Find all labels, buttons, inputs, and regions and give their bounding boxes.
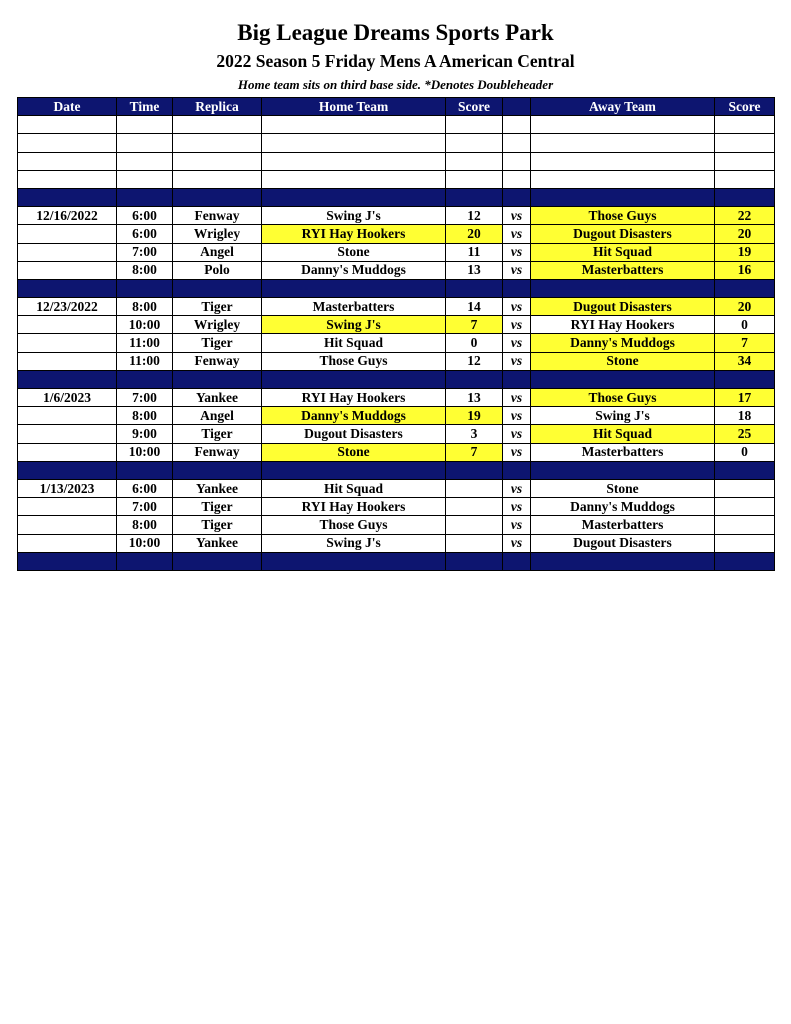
- column-header-time: Time: [117, 98, 173, 116]
- away-score: 7: [715, 334, 775, 352]
- page-title: Big League Dreams Sports Park: [237, 20, 554, 45]
- empty-cell: [173, 370, 262, 388]
- empty-cell: [715, 152, 775, 170]
- week-separator: [18, 552, 775, 570]
- empty-cell: [18, 152, 117, 170]
- blank-row: [18, 152, 775, 170]
- empty-cell: [262, 188, 446, 206]
- game-date: [18, 425, 117, 443]
- empty-cell: [531, 116, 715, 134]
- away-score: [715, 534, 775, 552]
- empty-cell: [173, 552, 262, 570]
- home-score: 0: [446, 334, 503, 352]
- away-score: 16: [715, 261, 775, 279]
- away-team: Masterbatters: [531, 443, 715, 461]
- empty-cell: [503, 552, 531, 570]
- away-score: 22: [715, 207, 775, 225]
- vs-label: vs: [503, 498, 531, 516]
- empty-cell: [18, 116, 117, 134]
- empty-cell: [262, 170, 446, 188]
- empty-cell: [173, 152, 262, 170]
- home-team: RYI Hay Hookers: [262, 389, 446, 407]
- vs-label: vs: [503, 534, 531, 552]
- away-team: Those Guys: [531, 389, 715, 407]
- game-date: [18, 443, 117, 461]
- game-time: 6:00: [117, 479, 173, 497]
- home-score: 13: [446, 389, 503, 407]
- schedule-body: [18, 116, 775, 571]
- page-subtitle: 2022 Season 5 Friday Mens A American Central: [216, 51, 575, 71]
- empty-cell: [503, 170, 531, 188]
- vs-label: vs: [503, 261, 531, 279]
- game-date: [18, 334, 117, 352]
- empty-cell: [18, 552, 117, 570]
- empty-cell: [503, 134, 531, 152]
- table-row: [18, 334, 775, 352]
- empty-cell: [446, 279, 503, 297]
- game-replica: Yankee: [173, 389, 262, 407]
- column-header-replica: Replica: [173, 98, 262, 116]
- away-team: Dugout Disasters: [531, 225, 715, 243]
- game-date: [18, 534, 117, 552]
- away-score: 0: [715, 443, 775, 461]
- away-team: RYI Hay Hookers: [531, 316, 715, 334]
- column-header-home-team: Home Team: [262, 98, 446, 116]
- game-time: 7:00: [117, 243, 173, 261]
- game-time: 7:00: [117, 498, 173, 516]
- empty-cell: [117, 170, 173, 188]
- empty-cell: [173, 461, 262, 479]
- game-time: 9:00: [117, 425, 173, 443]
- empty-cell: [446, 188, 503, 206]
- empty-cell: [173, 134, 262, 152]
- home-score: 12: [446, 207, 503, 225]
- game-time: 10:00: [117, 534, 173, 552]
- empty-cell: [446, 134, 503, 152]
- empty-cell: [446, 116, 503, 134]
- empty-cell: [117, 134, 173, 152]
- column-header-date: Date: [18, 98, 117, 116]
- home-score: 20: [446, 225, 503, 243]
- table-row: [18, 425, 775, 443]
- game-replica: Fenway: [173, 443, 262, 461]
- empty-cell: [262, 134, 446, 152]
- schedule-note: Home team sits on third base side. *Denotes Doubleheader: [237, 77, 554, 92]
- empty-cell: [173, 279, 262, 297]
- empty-cell: [262, 461, 446, 479]
- home-score: [446, 479, 503, 497]
- empty-cell: [262, 370, 446, 388]
- empty-cell: [531, 188, 715, 206]
- game-replica: Wrigley: [173, 225, 262, 243]
- game-replica: Angel: [173, 407, 262, 425]
- empty-cell: [446, 370, 503, 388]
- empty-cell: [18, 188, 117, 206]
- away-score: 25: [715, 425, 775, 443]
- game-time: 8:00: [117, 298, 173, 316]
- table-row: [18, 407, 775, 425]
- game-time: 8:00: [117, 261, 173, 279]
- empty-cell: [446, 552, 503, 570]
- away-score: [715, 498, 775, 516]
- empty-cell: [117, 188, 173, 206]
- home-team: Hit Squad: [262, 479, 446, 497]
- vs-label: vs: [503, 316, 531, 334]
- home-team: Hit Squad: [262, 334, 446, 352]
- home-score: [446, 516, 503, 534]
- game-date: 1/6/2023: [18, 389, 117, 407]
- game-date: 1/13/2023: [18, 479, 117, 497]
- game-date: [18, 261, 117, 279]
- table-row: [18, 516, 775, 534]
- game-date: [18, 316, 117, 334]
- vs-label: vs: [503, 207, 531, 225]
- game-time: 6:00: [117, 225, 173, 243]
- game-replica: Wrigley: [173, 316, 262, 334]
- away-team: Dugout Disasters: [531, 298, 715, 316]
- game-replica: Tiger: [173, 425, 262, 443]
- vs-label: vs: [503, 407, 531, 425]
- home-team: Swing J's: [262, 534, 446, 552]
- home-team: Swing J's: [262, 316, 446, 334]
- home-team: Those Guys: [262, 352, 446, 370]
- home-team: Those Guys: [262, 516, 446, 534]
- game-date: [18, 352, 117, 370]
- empty-cell: [18, 370, 117, 388]
- home-team: RYI Hay Hookers: [262, 498, 446, 516]
- empty-cell: [715, 134, 775, 152]
- table-row: [18, 479, 775, 497]
- empty-cell: [173, 188, 262, 206]
- game-time: 6:00: [117, 207, 173, 225]
- home-score: 7: [446, 443, 503, 461]
- empty-cell: [503, 370, 531, 388]
- game-time: 8:00: [117, 516, 173, 534]
- home-score: 13: [446, 261, 503, 279]
- home-score: 11: [446, 243, 503, 261]
- empty-cell: [18, 134, 117, 152]
- empty-cell: [531, 552, 715, 570]
- game-time: 7:00: [117, 389, 173, 407]
- table-row: [18, 534, 775, 552]
- empty-cell: [117, 370, 173, 388]
- table-row: [18, 352, 775, 370]
- game-replica: Fenway: [173, 207, 262, 225]
- column-header-away-team: Away Team: [531, 98, 715, 116]
- home-team: Swing J's: [262, 207, 446, 225]
- empty-cell: [531, 279, 715, 297]
- vs-label: vs: [503, 352, 531, 370]
- empty-cell: [262, 552, 446, 570]
- home-score: [446, 498, 503, 516]
- table-row: [18, 298, 775, 316]
- game-replica: Yankee: [173, 534, 262, 552]
- empty-cell: [503, 188, 531, 206]
- vs-label: vs: [503, 298, 531, 316]
- empty-cell: [117, 461, 173, 479]
- game-date: [18, 225, 117, 243]
- away-score: 0: [715, 316, 775, 334]
- away-team: Stone: [531, 352, 715, 370]
- home-team: Masterbatters: [262, 298, 446, 316]
- vs-label: vs: [503, 425, 531, 443]
- game-time: 10:00: [117, 443, 173, 461]
- empty-cell: [117, 116, 173, 134]
- blank-row: [18, 134, 775, 152]
- empty-cell: [173, 170, 262, 188]
- home-team: Stone: [262, 243, 446, 261]
- home-score: [446, 534, 503, 552]
- empty-cell: [446, 170, 503, 188]
- away-score: [715, 516, 775, 534]
- table-row: [18, 261, 775, 279]
- empty-cell: [18, 170, 117, 188]
- home-score: 14: [446, 298, 503, 316]
- empty-cell: [262, 152, 446, 170]
- empty-cell: [503, 279, 531, 297]
- vs-label: vs: [503, 389, 531, 407]
- week-separator: [18, 279, 775, 297]
- empty-cell: [117, 279, 173, 297]
- empty-cell: [262, 116, 446, 134]
- game-date: [18, 243, 117, 261]
- vs-label: vs: [503, 443, 531, 461]
- empty-cell: [531, 152, 715, 170]
- vs-label: vs: [503, 479, 531, 497]
- home-score: 7: [446, 316, 503, 334]
- away-team: Hit Squad: [531, 243, 715, 261]
- home-score: 12: [446, 352, 503, 370]
- vs-label: vs: [503, 334, 531, 352]
- table-row: [18, 243, 775, 261]
- empty-cell: [117, 552, 173, 570]
- week-separator: [18, 188, 775, 206]
- week-separator: [18, 461, 775, 479]
- game-replica: Angel: [173, 243, 262, 261]
- game-replica: Tiger: [173, 516, 262, 534]
- vs-label: vs: [503, 225, 531, 243]
- home-team: Dugout Disasters: [262, 425, 446, 443]
- empty-cell: [531, 461, 715, 479]
- away-team: Those Guys: [531, 207, 715, 225]
- away-team: Hit Squad: [531, 425, 715, 443]
- game-replica: Yankee: [173, 479, 262, 497]
- table-row: [18, 443, 775, 461]
- empty-cell: [715, 170, 775, 188]
- home-team: RYI Hay Hookers: [262, 225, 446, 243]
- away-score: 17: [715, 389, 775, 407]
- empty-cell: [446, 461, 503, 479]
- home-score: 19: [446, 407, 503, 425]
- game-replica: Polo: [173, 261, 262, 279]
- empty-cell: [503, 461, 531, 479]
- empty-cell: [531, 134, 715, 152]
- away-team: Dugout Disasters: [531, 534, 715, 552]
- vs-label: vs: [503, 243, 531, 261]
- table-row: [18, 389, 775, 407]
- home-team: Stone: [262, 443, 446, 461]
- game-date: [18, 516, 117, 534]
- away-score: 20: [715, 298, 775, 316]
- game-date: 12/16/2022: [18, 207, 117, 225]
- game-time: 11:00: [117, 352, 173, 370]
- game-replica: Tiger: [173, 298, 262, 316]
- empty-cell: [715, 552, 775, 570]
- week-separator: [18, 370, 775, 388]
- table-row: [18, 316, 775, 334]
- empty-cell: [531, 170, 715, 188]
- away-score: [715, 479, 775, 497]
- away-team: Swing J's: [531, 407, 715, 425]
- away-team: Masterbatters: [531, 261, 715, 279]
- column-header-away-score: Score: [715, 98, 775, 116]
- empty-cell: [262, 279, 446, 297]
- table-row: [18, 498, 775, 516]
- empty-cell: [531, 370, 715, 388]
- empty-cell: [18, 279, 117, 297]
- away-score: 19: [715, 243, 775, 261]
- table-row: [18, 207, 775, 225]
- home-team: Danny's Muddogs: [262, 407, 446, 425]
- away-score: 34: [715, 352, 775, 370]
- game-date: [18, 407, 117, 425]
- away-team: Masterbatters: [531, 516, 715, 534]
- empty-cell: [503, 116, 531, 134]
- home-score: 3: [446, 425, 503, 443]
- table-header-row: [18, 98, 775, 116]
- empty-cell: [715, 279, 775, 297]
- game-time: 10:00: [117, 316, 173, 334]
- blank-row: [18, 170, 775, 188]
- empty-cell: [715, 188, 775, 206]
- table-row: [18, 225, 775, 243]
- empty-cell: [715, 116, 775, 134]
- game-time: 8:00: [117, 407, 173, 425]
- away-team: Danny's Muddogs: [531, 498, 715, 516]
- column-header-vs: [503, 98, 531, 116]
- away-score: 18: [715, 407, 775, 425]
- away-team: Stone: [531, 479, 715, 497]
- column-header-home-score: Score: [446, 98, 503, 116]
- game-time: 11:00: [117, 334, 173, 352]
- game-replica: Fenway: [173, 352, 262, 370]
- game-replica: Tiger: [173, 334, 262, 352]
- empty-cell: [18, 461, 117, 479]
- home-team: Danny's Muddogs: [262, 261, 446, 279]
- empty-cell: [503, 152, 531, 170]
- away-score: 20: [715, 225, 775, 243]
- empty-cell: [446, 152, 503, 170]
- empty-cell: [715, 370, 775, 388]
- game-replica: Tiger: [173, 498, 262, 516]
- empty-cell: [173, 116, 262, 134]
- schedule-table: [17, 97, 775, 571]
- empty-cell: [715, 461, 775, 479]
- vs-label: vs: [503, 516, 531, 534]
- game-date: [18, 498, 117, 516]
- blank-row: [18, 116, 775, 134]
- game-date: 12/23/2022: [18, 298, 117, 316]
- empty-cell: [117, 152, 173, 170]
- away-team: Danny's Muddogs: [531, 334, 715, 352]
